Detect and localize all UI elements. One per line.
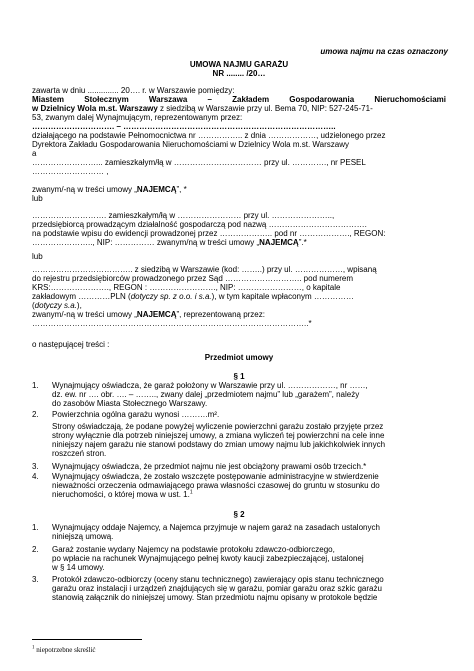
item-line: Powierzchnia ogólna garażu wynosi ……….m². (52, 410, 220, 419)
intro-line: o następującej treści : (32, 340, 110, 349)
capital-note-line (32, 301, 82, 310)
item-line: niniejszą umową. (52, 532, 114, 541)
tenant-clause (32, 238, 307, 247)
item-line: dz. ew. nr …. obr. …. – …….., zwany dalej „przedmiotem najmu” lub „garażem”, należy (52, 390, 360, 399)
item-number: 1. (32, 381, 39, 390)
clause-note: dotyczy sp. z o.o. i s.a. (130, 292, 212, 301)
clause-text: zakładowym …………PLN ( (32, 292, 131, 301)
clause-text: ), (76, 301, 82, 310)
intro-line: …………………………………………………………………………………………..* (32, 319, 312, 328)
intro-line: lub (32, 252, 43, 261)
intro-line: lub (32, 194, 43, 203)
item-line: garażu oraz instalacji i urządzeń znajdujących się w garażu, pomiar garażu oraz szkic garażu (52, 584, 382, 593)
item-number: 1. (32, 523, 39, 532)
item-line: Strony oświadczają, że podane powyżej wyliczenie powierzchni garażu zostało przyjęte przez (52, 422, 384, 431)
item-line: roszczeń stron. (52, 449, 107, 458)
landlord-address-text: z siedzibą w Warszawie przy ul. Bema 70, NIP: 527-245-71- (157, 104, 373, 113)
document-title: UMOWA NAJMU GARAŻU (189, 60, 289, 69)
tenant-term: NAJEMCĄ (136, 185, 177, 194)
tenant-term: NAJEMCĄ (136, 310, 177, 319)
footnote-mark: 1 (32, 645, 35, 651)
intro-line: działającego na podstawie Pełnomocnictwa nr …………….. z dnia ………………, udzielonego przez (32, 131, 386, 140)
item-line: Garaż zostanie wydany Najemcy na podstawie protokołu zdawczo-odbiorczego, (52, 545, 335, 554)
intro-line: ……………………… , (32, 167, 109, 176)
paragraph-heading: § 2 (233, 510, 245, 519)
landlord-district: w Dzielnicy Wola m.st. Warszawy (32, 104, 158, 113)
capital-line (32, 292, 354, 301)
document-subtitle: umowa najmu na czas oznaczony (320, 47, 448, 56)
document-number: NR ........ /20… (212, 69, 266, 78)
clause-text: ………………….., NIP: …………… zwanym/ną w treści umowy „ (32, 238, 260, 247)
clause-text: zwanym/-ną w treści umowy „ (32, 310, 137, 319)
intro-line: przedsiębiorcą prowadzącym działalność gospodarczą pod nazwą ………………………………. (32, 220, 367, 229)
item-line-footnoted (52, 490, 193, 499)
item-number: 3. (32, 462, 39, 471)
clause-text: ”, reprezentowaną przez: (176, 310, 265, 319)
clause-text: zwanym/-ną w treści umowy „ (32, 185, 137, 194)
tenant-term: NAJEMCĄ (259, 238, 299, 247)
item-line: Wynajmujący oświadcza, że przedmiot najmu nie jest obciążony prawami osób trzecich.* (52, 462, 367, 471)
footnote-divider (32, 639, 142, 640)
tenant-clause (32, 310, 265, 319)
item-number: 2. (32, 545, 39, 554)
clause-text: ), w tym kapitale wpłaconym …………… (211, 292, 354, 301)
item-line: stanowią załącznik do niniejszej umowy. Stan przedmiotu najmu opisany w protokole będzie (52, 593, 378, 602)
intro-line: a (32, 149, 37, 158)
landlord-address (32, 104, 373, 113)
intro-line: Dyrektora Zakładu Gospodarowania Nieruchomościami w Dzielnicy Wola m.st. Warszawy (32, 140, 349, 149)
item-line: do zasobów Miasta Stołecznego Warszawy. (52, 399, 208, 408)
intro-line: na podstawie wpisu do ewidencji prowadzonej przez ……………….. pod nr ………………., REGON: (32, 229, 386, 238)
item-line: niniejszy najem garażu nie stanowi podstawy do zmian umowy najmu lub jakichkolwiek innych (52, 440, 386, 449)
intro-line: ………………………. zamieszkałym/łą w …………………… przy ul. ………………….., (32, 211, 335, 220)
item-number: 2. (32, 410, 39, 419)
clause-text: ”, * (176, 185, 187, 194)
item-line: Wynajmujący oświadcza, że garaż położony w Warszawie przy ul. ………………, nr ……, (52, 381, 368, 390)
intro-line: ……………………………….. z siedzibą w Warszawie (kod: ……..) przy ul. ………………, wpisaną (32, 265, 377, 274)
footnote-text: niepotrzebne skreślić (34, 646, 96, 654)
item-line: nieruchomości, o której mowa w ust. 1. (52, 490, 190, 499)
intro-line: do rejestru przedsiębiorców prowadzonego przez Sąd ……………………….. pod numerem (32, 274, 354, 283)
item-line: po wpłacie na rachunek Wynajmującego pełnej kwoty kaucji zabezpieczającej, ustalonej (52, 554, 364, 563)
tenant-clause (32, 185, 187, 194)
intro-line: zawarta w dniu .............. 20…. r. w Warszawie pomiędzy: (32, 86, 235, 95)
intro-line: 53, zwanym dalej Wynajmującym, reprezentowanym przez: (32, 113, 243, 122)
clause-note: dotyczy s.a. (34, 301, 77, 310)
item-line: nieważności orzeczenia odmawiającego prawa własności czasowej do gruntu w stosunku do (52, 481, 380, 490)
paragraph-heading: § 1 (233, 372, 245, 381)
intro-line: ……………………... zamieszkałym/łą w …………………………… przy ul. …………., nr PESEL (32, 158, 366, 167)
item-number: 4. (32, 472, 39, 481)
section-title: Przedmiot umowy (204, 353, 274, 362)
footnote-ref[interactable]: 1 (189, 489, 193, 496)
item-line: Wynajmujący oddaje Najemcy, a Najemca przyjmuje w najem garaż na zasadach ustalonych (52, 523, 380, 532)
landlord-name: Miastem Stołecznym Warszawa – Zakładem Gospodarowania Nieruchomościami (32, 95, 446, 104)
intro-line: KRS:…………………., REGON : ……………………., NIP: ……………………, o kapitale (32, 283, 341, 292)
item-line: w § 14 umowy. (52, 563, 105, 572)
item-line: strony wyłącznie dla potrzeb niniejszej umowy, a zmiana wyliczeń tej powierzchni na cele inne (52, 431, 385, 440)
footnote (32, 646, 96, 654)
item-line: Protokół zdawczo-odbiorczy (oceny stanu technicznego) zawierający opis stanu technicznego (52, 575, 384, 584)
representative-line: …………………………. – …………………………………………………………………….. (32, 122, 336, 131)
clause-text: ”.* (298, 238, 307, 247)
item-number: 3. (32, 575, 39, 584)
clause-text: ( (32, 301, 35, 310)
item-line: Wynajmujący oświadcza, że zostało wszczęte postępowanie administracyjne w stwierdzenie (52, 472, 379, 481)
